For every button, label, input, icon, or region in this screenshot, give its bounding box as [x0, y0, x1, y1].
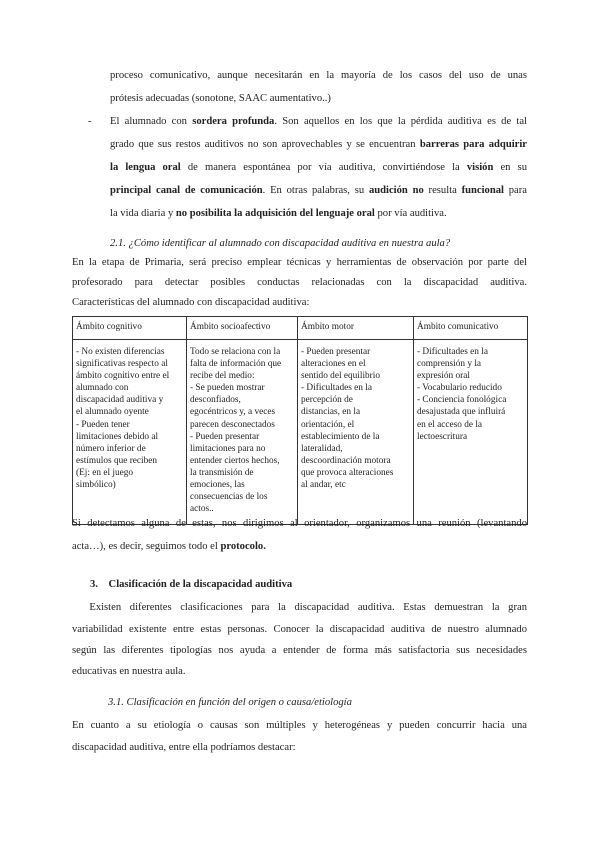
paragraph-line: En cuanto a su etiología o causas son múltiples y heterogéneas y pueden concurrir hacia una [72, 720, 527, 731]
section-heading-3-1: 3.1. Clasificación en función del origen o causa/etiología [108, 697, 352, 708]
section-heading-3: 3. Clasificación de la discapacidad auditiva [90, 579, 293, 590]
paragraph-line: proceso comunicativo, aunque necesitarán en la mayoría de los casos del uso de unas [110, 70, 527, 81]
paragraph-line: la vida diaria y no posibilita la adquisición del lenguaje oral por vía auditiva. [110, 208, 447, 219]
table-header-cell: Ámbito socioafectivo [187, 317, 298, 340]
paragraph-line: principal canal de comunicación. En otras palabras, su audición no resulta funcional para [110, 185, 527, 196]
paragraph-line: Existen diferentes clasificaciones para la discapacidad auditiva. Estas demuestran la gran [72, 602, 527, 613]
list-bullet-dash: - [88, 116, 92, 127]
paragraph-line: prótesis adecuadas (sonotone, SAAC aumentativo..) [110, 93, 331, 104]
paragraph-line: variabilidad existente entre estas personas. Conocer la discapacidad auditiva de nuestro alumnado [72, 624, 527, 635]
characteristics-table [72, 316, 528, 525]
table-cell-comunicativo: - Dificultades en la comprensión y la expresión oral - Vocabulario reducido - Conciencia fonológica desajustada que influirá en el acceso de la lectoescritura [414, 340, 528, 525]
paragraph-line: discapacidad auditiva, entre ella podríamos destacar: [72, 742, 296, 753]
paragraph-line: Características del alumnado con discapacidad auditiva: [72, 297, 310, 308]
table-cell-cognitivo: - No existen diferencias significativas respecto al ámbito cognitivo entre el alumnado con discapacidad auditiva y el alumnado oyente - Pueden tener limitaciones debido al número inferior de estímulos que reciben (Ej: en el juego simbólico) [73, 340, 187, 525]
paragraph-line: profesorado para detectar posibles conductas relacionadas con la discapacidad auditiva. [72, 277, 527, 288]
table-header-cell: Ámbito cognitivo [73, 317, 187, 340]
table-header-cell: Ámbito motor [298, 317, 414, 340]
paragraph-line: En la etapa de Primaria, será preciso emplear técnicas y herramientas de observación por parte del [72, 257, 527, 268]
paragraph-line: acta…), es decir, seguimos todo el protocolo. [72, 541, 266, 552]
paragraph-line: grado que sus restos auditivos no son aprovechables y se encuentran barreras para adquirir [110, 139, 527, 150]
paragraph-line: la lengua oral de manera espontánea por vía auditiva, convirtiéndose la visión en su [110, 162, 527, 173]
table-row [73, 340, 528, 525]
paragraph-line: educativas en nuestra aula. [72, 666, 186, 677]
paragraph-line: Si detectamos alguna de estas, nos dirigimos al orientador, organizamos una reunión (levantando [72, 518, 527, 529]
paragraph-line: según las diferentes tipologías nos ayuda a entender de forma más satisfactoria sus necesidades [72, 645, 527, 656]
table-cell-socioafectivo: Todo se relaciona con la falta de información que recibe del medio: - Se pueden mostrar desconfiados, egocéntricos y, a veces parecen desconectados - Pueden presentar limitaciones para no entender ciertos hechos, la transmisión de emociones, las consecuencias de los actos.. [187, 340, 298, 525]
paragraph-line: El alumnado con sordera profunda. Son aquellos en los que la pérdida auditiva es de tal [110, 116, 527, 127]
section-heading-2-1: 2.1. ¿Cómo identificar al alumnado con discapacidad auditiva en nuestra aula? [110, 238, 451, 249]
table-header-row [73, 317, 528, 340]
table-cell-motor: - Pueden presentar alteraciones en el sentido del equilibrio - Dificultades en la percepción de distancias, en la orientación, el establecimiento de la lateralidad, descoordinación motora que provoca alteraciones al andar, etc [298, 340, 414, 525]
table-header-cell: Ámbito comunicativo [414, 317, 528, 340]
